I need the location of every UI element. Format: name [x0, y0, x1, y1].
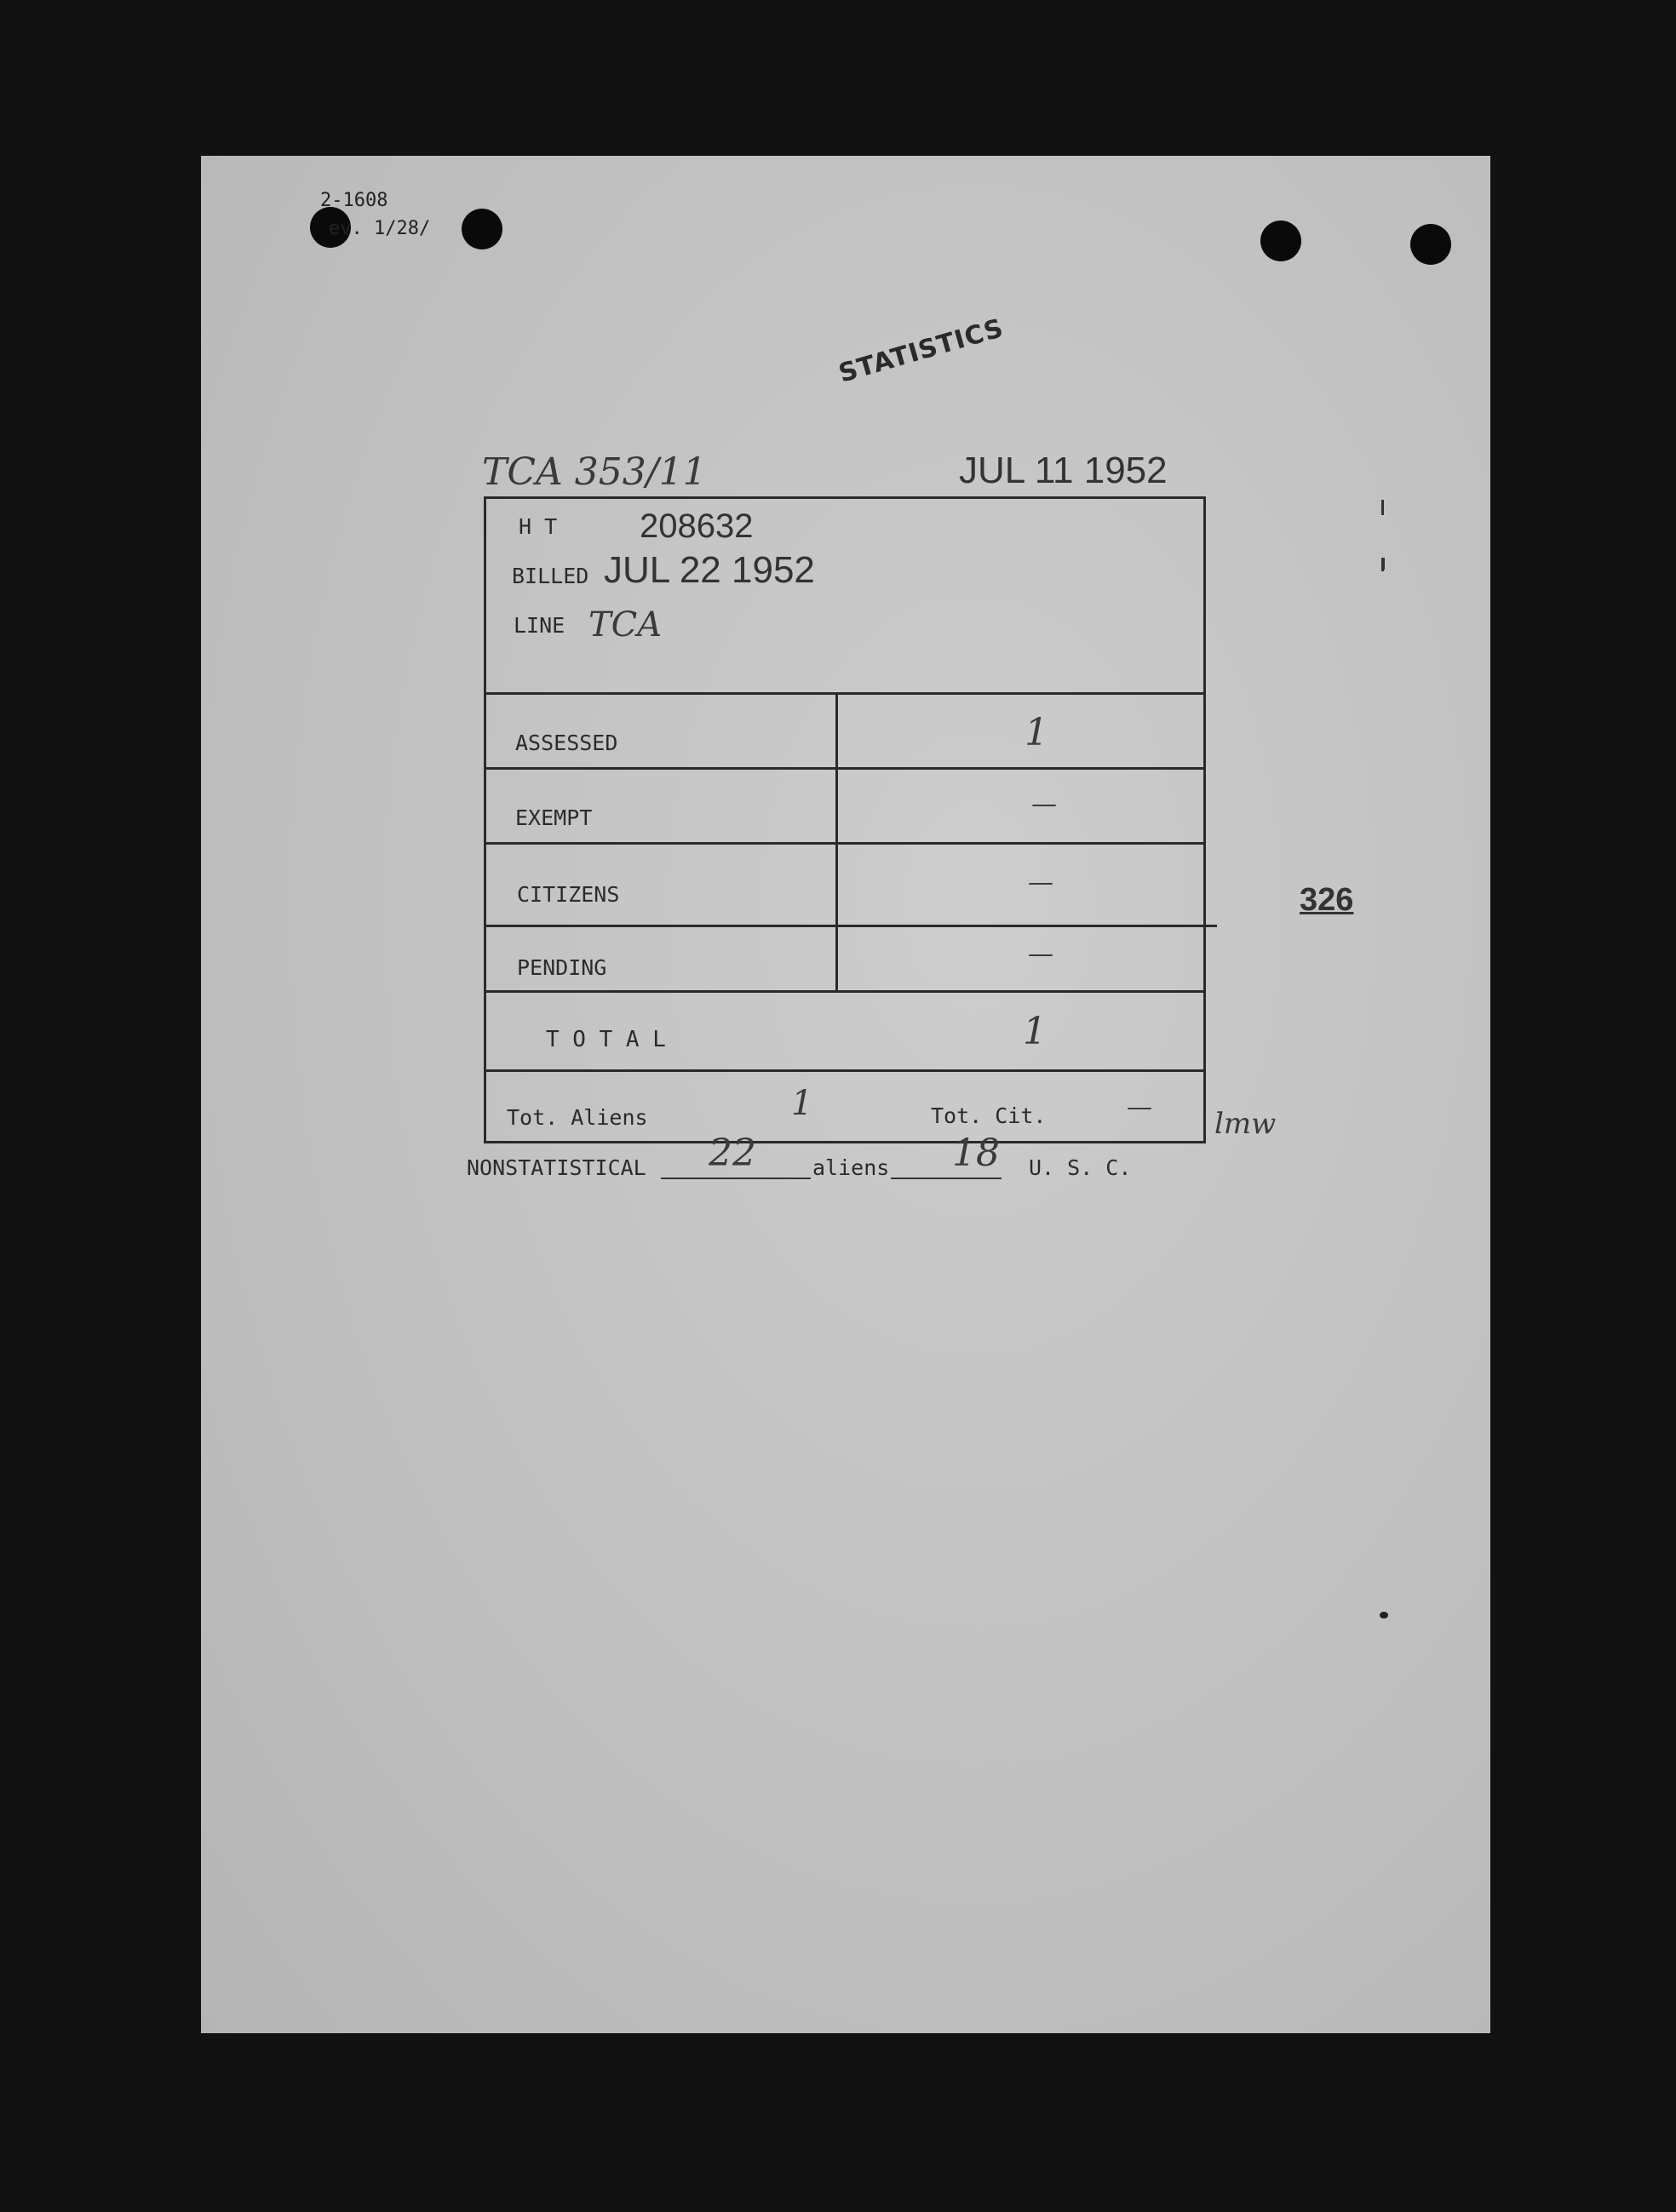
nonstat-aliens-value: 22 — [709, 1132, 756, 1175]
handwritten-reference: TCA 353/11 — [482, 450, 707, 494]
row-value-pending: — — [1028, 939, 1053, 969]
total-citizens-value: — — [1127, 1092, 1152, 1122]
statistics-form-box — [484, 496, 1206, 1143]
nonstat-aliens-label: aliens — [812, 1155, 890, 1180]
row-value-exempt: — — [1031, 789, 1057, 819]
row-label-assessed: ASSESSED — [515, 731, 618, 755]
handwritten-initials: lmw — [1214, 1107, 1277, 1141]
received-date-stamp: JUL 11 1952 — [959, 450, 1168, 491]
total-aliens-label: Tot. Aliens — [507, 1105, 648, 1130]
nonstat-aliens-underline — [661, 1178, 811, 1179]
punch-hole — [1410, 224, 1451, 265]
divider — [486, 842, 1203, 845]
row-value-assessed: 1 — [1025, 711, 1048, 754]
total-value: 1 — [1023, 1010, 1047, 1053]
nonstatistical-label: NONSTATISTICAL — [467, 1155, 646, 1180]
billed-date-stamp: JUL 22 1952 — [604, 549, 815, 591]
total-aliens-value: 1 — [791, 1084, 813, 1123]
form-number: 2-1608 — [320, 190, 388, 211]
stray-mark — [1381, 500, 1384, 515]
stray-mark — [1382, 558, 1385, 570]
form-revision: ev. 1/28/ — [329, 218, 431, 239]
row-label-pending: PENDING — [517, 955, 607, 980]
row-value-citizens: — — [1028, 868, 1053, 897]
row-label-exempt: EXEMPT — [515, 805, 593, 830]
punch-hole — [462, 209, 502, 249]
statistics-stamp: STATISTICS — [835, 312, 1007, 389]
total-label: T O T A L — [546, 1027, 666, 1052]
divider — [486, 990, 1203, 993]
divider — [486, 925, 1217, 927]
nonstat-usc-label: U. S. C. — [1029, 1155, 1132, 1180]
document-page — [201, 156, 1490, 2033]
column-divider — [835, 692, 838, 992]
punch-hole — [1260, 221, 1301, 261]
ht-label: H T — [519, 514, 558, 539]
divider — [486, 1069, 1203, 1072]
ht-number: 208632 — [640, 507, 754, 545]
line-label: LINE — [514, 613, 565, 638]
nonstat-usc-value: 18 — [952, 1132, 1000, 1175]
line-value: TCA — [588, 605, 663, 645]
divider — [486, 692, 1203, 695]
nonstat-usc-underline — [891, 1178, 1002, 1179]
page-number: 326 — [1300, 882, 1354, 918]
total-citizens-label: Tot. Cit. — [931, 1103, 1047, 1128]
stray-dot — [1380, 1612, 1388, 1619]
row-label-citizens: CITIZENS — [517, 882, 620, 907]
divider — [486, 767, 1203, 770]
billed-label: BILLED — [512, 564, 589, 588]
